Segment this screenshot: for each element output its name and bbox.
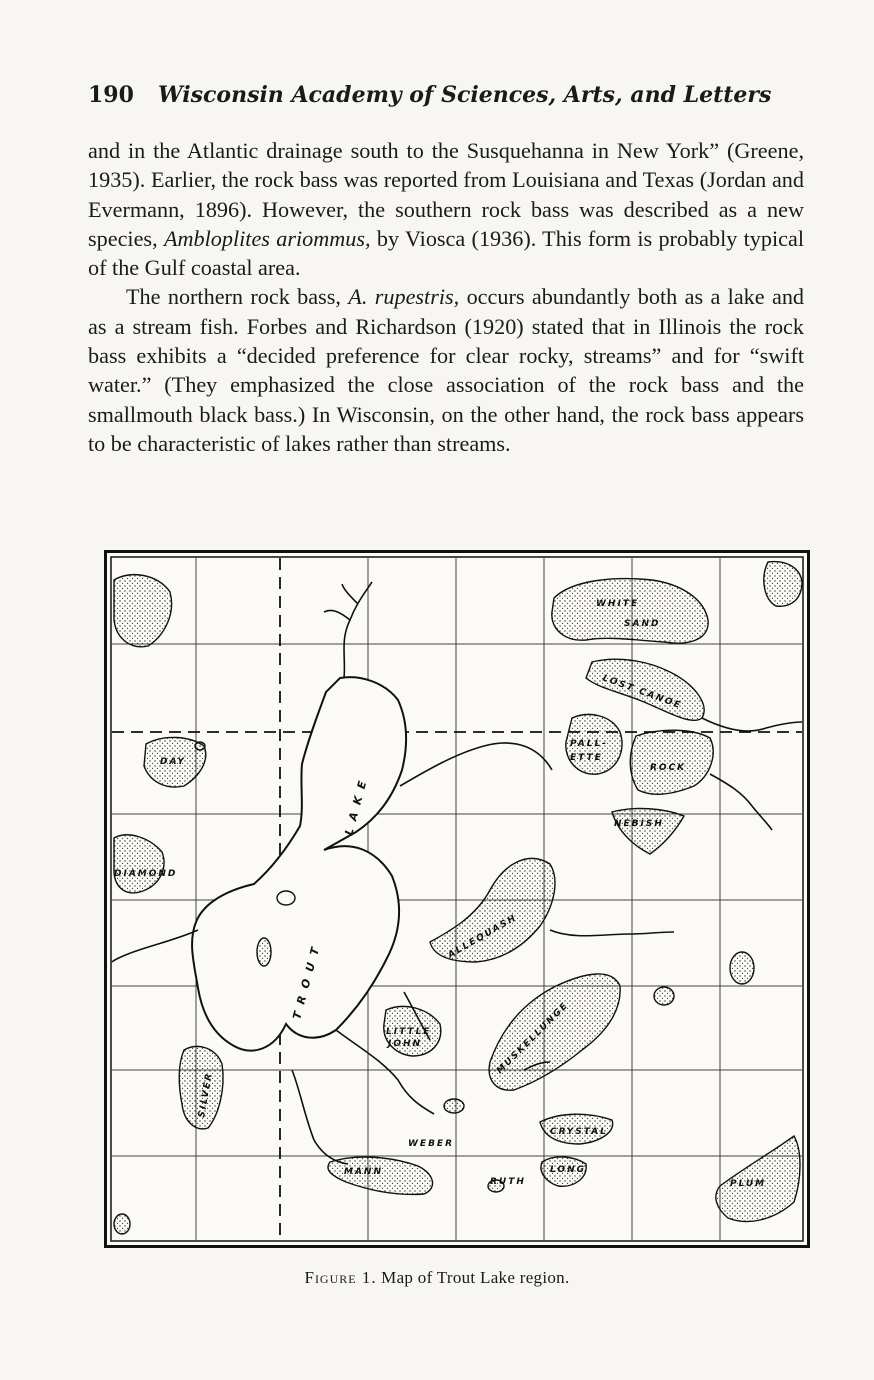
label-nebish: NEBISH: [614, 819, 664, 829]
label-long: LONG: [550, 1165, 586, 1175]
label-pallette-2: ETTE: [570, 753, 603, 763]
label-ruth: RUTH: [490, 1177, 526, 1187]
journal-title: Wisconsin Academy of Sciences, Arts, and Letters: [157, 82, 772, 108]
label-muskellunge: MUSKELLUNGE: [495, 1000, 571, 1077]
paragraph-2-text-a: The northern rock bass,: [126, 284, 349, 310]
label-trout: TROUT: [290, 938, 325, 1021]
label-pallette-1: PALL-: [570, 739, 608, 749]
label-sand: SAND: [624, 619, 661, 629]
label-diamond: DIAMOND: [114, 869, 178, 879]
map-outer-frame: [106, 552, 809, 1247]
label-crystal: CRYSTAL: [550, 1127, 608, 1137]
paragraph-1: [88, 136, 804, 282]
label-john: JOHN: [388, 1039, 423, 1049]
paragraph-1-text-b: by Viosca (1936). This form is probably typical of the Gulf coastal area.: [88, 225, 805, 281]
label-weber: WEBER: [408, 1139, 455, 1149]
paragraph-2-text-b: occurs abundantly both as a lake and as a stream fish. Forbes and Richardson (1920) stated that in Illinois the rock bass exhibits a “decided preference for clear rocky, streams” and for “swift water.” (They emphasized the close association of the rock bass and the smallmouth black bass.) In Wisconsin, on the other hand, the rock bass appears to be characteristic of lakes rather than streams.: [88, 284, 805, 456]
label-white: WHITE: [596, 599, 640, 609]
paragraph-2: [88, 282, 804, 458]
label-day: DAY: [160, 757, 186, 767]
figure-caption-text: Map of Trout Lake region.: [381, 1268, 570, 1287]
label-lake: LAKE: [342, 772, 372, 837]
body-text: [88, 136, 804, 458]
figure-caption: [0, 1268, 874, 1288]
label-allequash: ALLEQUASH: [446, 912, 520, 961]
label-lost-canoe: LOST CANOE: [600, 673, 684, 712]
map-figure: [104, 550, 810, 1248]
species-name-ariommus: Ambloplites ariommus,: [163, 225, 371, 251]
label-little: LITTLE: [386, 1027, 432, 1037]
species-name-rupestris: A. rupestris,: [348, 284, 460, 310]
label-plum: PLUM: [730, 1179, 767, 1189]
trout-lake-map: [104, 550, 810, 1248]
page-number: 190: [88, 82, 134, 108]
label-silver: SILVER: [197, 1071, 216, 1119]
label-mann: MANN: [344, 1167, 383, 1177]
label-rock: ROCK: [650, 763, 687, 773]
figure-label: Figure 1.: [304, 1268, 377, 1287]
paragraph-1-text-a: and in the Atlantic drainage south to the Susquehanna in New York” (Greene, 1935). Earlier, the rock bass was reported from Louisiana and Texas (Jordan and Evermann, 1896). However, the southern rock bass was described as a new species,: [88, 138, 804, 251]
running-header: [88, 80, 771, 111]
